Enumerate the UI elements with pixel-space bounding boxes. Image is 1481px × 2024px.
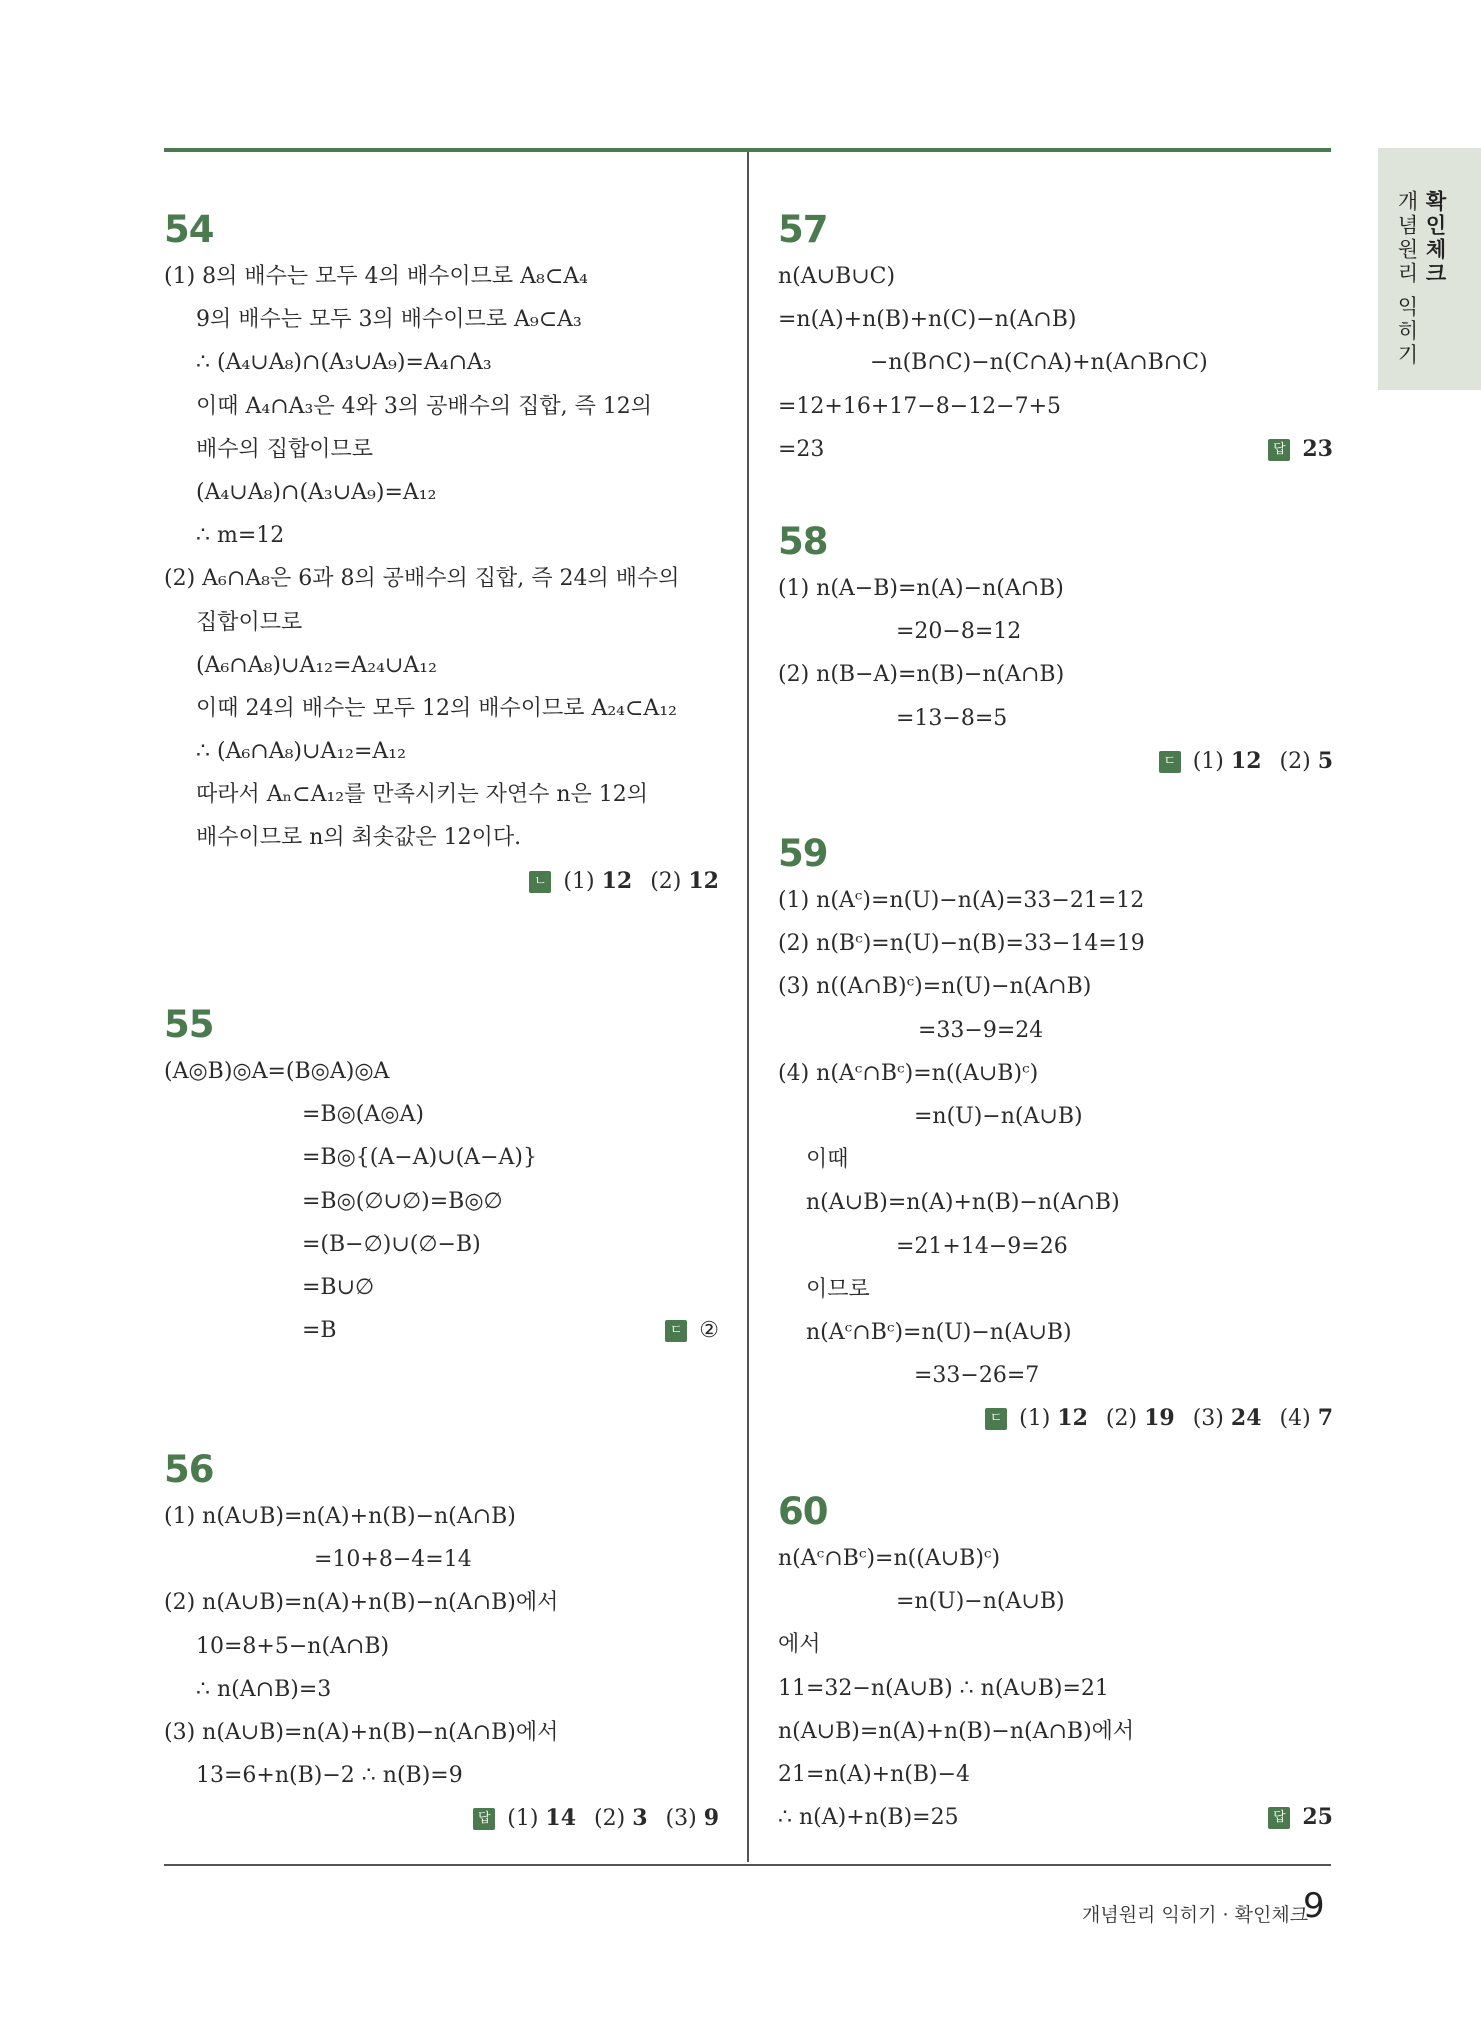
- answer-part-label: (1): [563, 868, 595, 894]
- solution-line: =(B−∅)∪(∅−B): [302, 1231, 481, 1257]
- problem-number: 54: [164, 208, 214, 251]
- answer-value: 25: [1302, 1804, 1333, 1831]
- answer-part-label: (2): [1105, 1406, 1138, 1432]
- answer-part-label: (2): [1279, 748, 1311, 774]
- problem-57: [778, 205, 1333, 471]
- answer-line: [778, 1397, 1333, 1440]
- answer-line: [778, 740, 1333, 783]
- answer-part-label: (1): [507, 1806, 539, 1832]
- problem-60: [778, 1487, 1333, 1839]
- problem-54: [164, 205, 719, 903]
- solution-line: ∴ (A₆∩A₈)∪A₁₂=A₁₂: [196, 739, 406, 765]
- solution-line: 21=n(A)+n(B)−4: [778, 1761, 971, 1787]
- solution-line: 이때 24의 배수는 모두 12의 배수이므로 A₂₄⊂A₁₂: [196, 695, 677, 721]
- solution-line: =20−8=12: [896, 619, 1022, 645]
- solution-line: (2) n(B−A)=n(B)−n(A∩B): [778, 662, 1065, 688]
- solution-line: =13−8=5: [896, 705, 1008, 731]
- answer-part-label: (3): [665, 1806, 697, 1832]
- solution-line: =n(A)+n(B)+n(C)−n(A∩B): [778, 307, 1077, 333]
- problem-number: 55: [164, 1003, 214, 1046]
- answer-part-label: (3): [1192, 1406, 1224, 1432]
- answer-marker-icon: ㄷ: [985, 1408, 1007, 1430]
- answer-marker-icon: ㄴ: [529, 871, 551, 893]
- answer-line: [164, 1797, 719, 1840]
- section-side-tab: [1378, 148, 1481, 390]
- page-number: 9: [1303, 1886, 1325, 1926]
- solution-line: (2) n(A∪B)=n(A)+n(B)−n(A∩B)에서: [164, 1590, 559, 1616]
- solution-line: 이때: [806, 1147, 849, 1173]
- answer-part-value: 12: [601, 867, 633, 894]
- solution-line: ∴ n(A∩B)=3: [196, 1676, 332, 1702]
- side-tab-subtitle: 개념원리 익히기: [1395, 190, 1419, 368]
- solution-line: 따라서 Aₙ⊂A₁₂를 만족시키는 자연수 n은 12의: [196, 782, 649, 808]
- solution-line: (A◎B)◎A=(B◎A)◎A: [164, 1059, 390, 1084]
- solution-line-text: ∴ n(A)+n(B)=25: [778, 1805, 959, 1831]
- solution-line: n(A∪B)=n(A)+n(B)−n(A∩B): [806, 1190, 1120, 1216]
- problem-56: [164, 1445, 719, 1841]
- solution-line: 11=32−n(A∪B) ∴ n(A∪B)=21: [778, 1675, 1109, 1701]
- solution-line: n(A∪B∪C): [778, 264, 896, 289]
- solution-line: =B∪∅: [302, 1274, 375, 1300]
- solution-line: (1) n(A∪B)=n(A)+n(B)−n(A∩B): [164, 1504, 516, 1529]
- solution-line: =33−9=24: [918, 1017, 1044, 1043]
- answer-marker-icon: 답: [1268, 439, 1290, 461]
- solution-line: 10=8+5−n(A∩B): [196, 1633, 390, 1659]
- problem-number: 60: [778, 1490, 828, 1533]
- solution-line: =n(U)−n(A∪B): [914, 1103, 1083, 1129]
- answer-part-value: 9: [703, 1805, 719, 1832]
- solution-line: n(A∪B)=n(A)+n(B)−n(A∩B)에서: [778, 1718, 1135, 1744]
- solution-line: −n(B∩C)−n(C∩A)+n(A∩B∩C): [870, 350, 1208, 376]
- solution-line: n(Aᶜ∩Bᶜ)=n((A∪B)ᶜ): [778, 1546, 1001, 1571]
- solution-line: [778, 428, 1333, 471]
- solution-line: =33−26=7: [914, 1363, 1040, 1389]
- solution-line: (1) n(Aᶜ)=n(U)−n(A)=33−21=12: [778, 888, 1145, 913]
- solution-line: 9의 배수는 모두 3의 배수이므로 A₉⊂A₃: [196, 307, 582, 333]
- answer-line: [1268, 428, 1333, 471]
- problem-59: [778, 829, 1333, 1440]
- problem-58: [778, 517, 1333, 783]
- solution-line: 집합이므로: [196, 609, 303, 635]
- solution-line: 배수이므로 n의 최솟값은 12이다.: [196, 825, 522, 851]
- solution-line: n(Aᶜ∩Bᶜ)=n(U)−n(A∪B): [806, 1319, 1072, 1345]
- answer-part-value: 14: [545, 1805, 577, 1832]
- side-tab-title: 확인체크: [1423, 190, 1447, 286]
- answer-line: [164, 860, 719, 903]
- answer-part-value: 19: [1144, 1405, 1175, 1432]
- answer-part-value: 7: [1317, 1405, 1333, 1432]
- solution-line: [778, 1796, 1333, 1839]
- solution-line: =21+14−9=26: [896, 1233, 1068, 1259]
- solution-line: (2) n(Bᶜ)=n(U)−n(B)=33−14=19: [778, 931, 1145, 957]
- answer-part-value: 12: [1230, 747, 1262, 774]
- answer-part-value: 3: [632, 1805, 648, 1832]
- answer-line: [665, 1309, 719, 1352]
- solution-line: 이때 A₄∩A₃은 4와 3의 공배수의 집합, 즉 12의: [196, 393, 653, 419]
- solution-line: =12+16+17−8−12−7+5: [778, 393, 1062, 419]
- answer-part-label: (1): [1192, 748, 1224, 774]
- answer-marker-icon: ㄷ: [1159, 751, 1181, 773]
- column-divider: [747, 152, 749, 1862]
- answer-part-value: 5: [1317, 747, 1333, 774]
- solution-line-text: =B: [302, 1318, 337, 1344]
- answer-part-value: 12: [1057, 1405, 1088, 1432]
- answer-part-value: 12: [688, 867, 719, 894]
- problem-number: 57: [778, 208, 828, 251]
- solution-line: (2) A₆∩A₈은 6과 8의 공배수의 집합, 즉 24의 배수의: [164, 566, 680, 592]
- solution-line: 배수의 집합이므로: [196, 436, 374, 462]
- solution-line: (4) n(Aᶜ∩Bᶜ)=n((A∪B)ᶜ): [778, 1060, 1039, 1086]
- footer-section-title: 개념원리 익히기 · 확인체크: [1082, 1904, 1309, 1926]
- answer-marker-icon: 답: [473, 1808, 495, 1830]
- solution-line: =10+8−4=14: [314, 1547, 472, 1573]
- solution-line: =B◎{(A−A)∪(A−A)}: [302, 1145, 537, 1171]
- solution-line: [164, 1309, 719, 1352]
- answer-part-label: (4): [1279, 1406, 1311, 1432]
- solution-line-text: =23: [778, 436, 825, 462]
- answer-marker-icon: 답: [1268, 1807, 1290, 1829]
- problem-number: 56: [164, 1448, 214, 1491]
- solution-line: (3) n((A∩B)ᶜ)=n(U)−n(A∩B): [778, 974, 1092, 1000]
- answer-value: 23: [1302, 435, 1333, 462]
- problem-number: 59: [778, 832, 828, 875]
- answer-marker-icon: ㄷ: [665, 1320, 687, 1342]
- solution-line: 이므로: [806, 1276, 870, 1302]
- answer-line: [1268, 1796, 1333, 1839]
- solution-line: (A₄∪A₈)∩(A₃∪A₉)=A₁₂: [196, 479, 437, 505]
- solution-line: (1) 8의 배수는 모두 4의 배수이므로 A₈⊂A₄: [164, 264, 588, 289]
- solution-line: ∴ (A₄∪A₈)∩(A₃∪A₉)=A₄∩A₃: [196, 350, 492, 376]
- solution-line: 에서: [778, 1632, 821, 1658]
- answer-part-label: (2): [650, 868, 682, 894]
- answer-value: ②: [699, 1318, 719, 1344]
- solution-line: 13=6+n(B)−2 ∴ n(B)=9: [196, 1763, 463, 1789]
- solution-line: =B◎(A◎A): [302, 1102, 424, 1128]
- answer-part-value: 24: [1230, 1405, 1262, 1432]
- solution-line: ∴ m=12: [196, 523, 285, 549]
- solution-line: =n(U)−n(A∪B): [896, 1589, 1065, 1615]
- answer-part-label: (2): [594, 1806, 626, 1832]
- answer-part-label: (1): [1019, 1406, 1051, 1432]
- problem-number: 58: [778, 520, 828, 563]
- solution-line: (3) n(A∪B)=n(A)+n(B)−n(A∩B)에서: [164, 1719, 559, 1745]
- bottom-rule: [164, 1864, 1331, 1866]
- solution-line: (1) n(A−B)=n(A)−n(A∩B): [778, 576, 1064, 601]
- solution-line: =B◎(∅∪∅)=B◎∅: [302, 1188, 503, 1214]
- problem-55: [164, 1000, 719, 1352]
- solution-line: (A₆∩A₈)∪A₁₂=A₂₄∪A₁₂: [196, 652, 437, 678]
